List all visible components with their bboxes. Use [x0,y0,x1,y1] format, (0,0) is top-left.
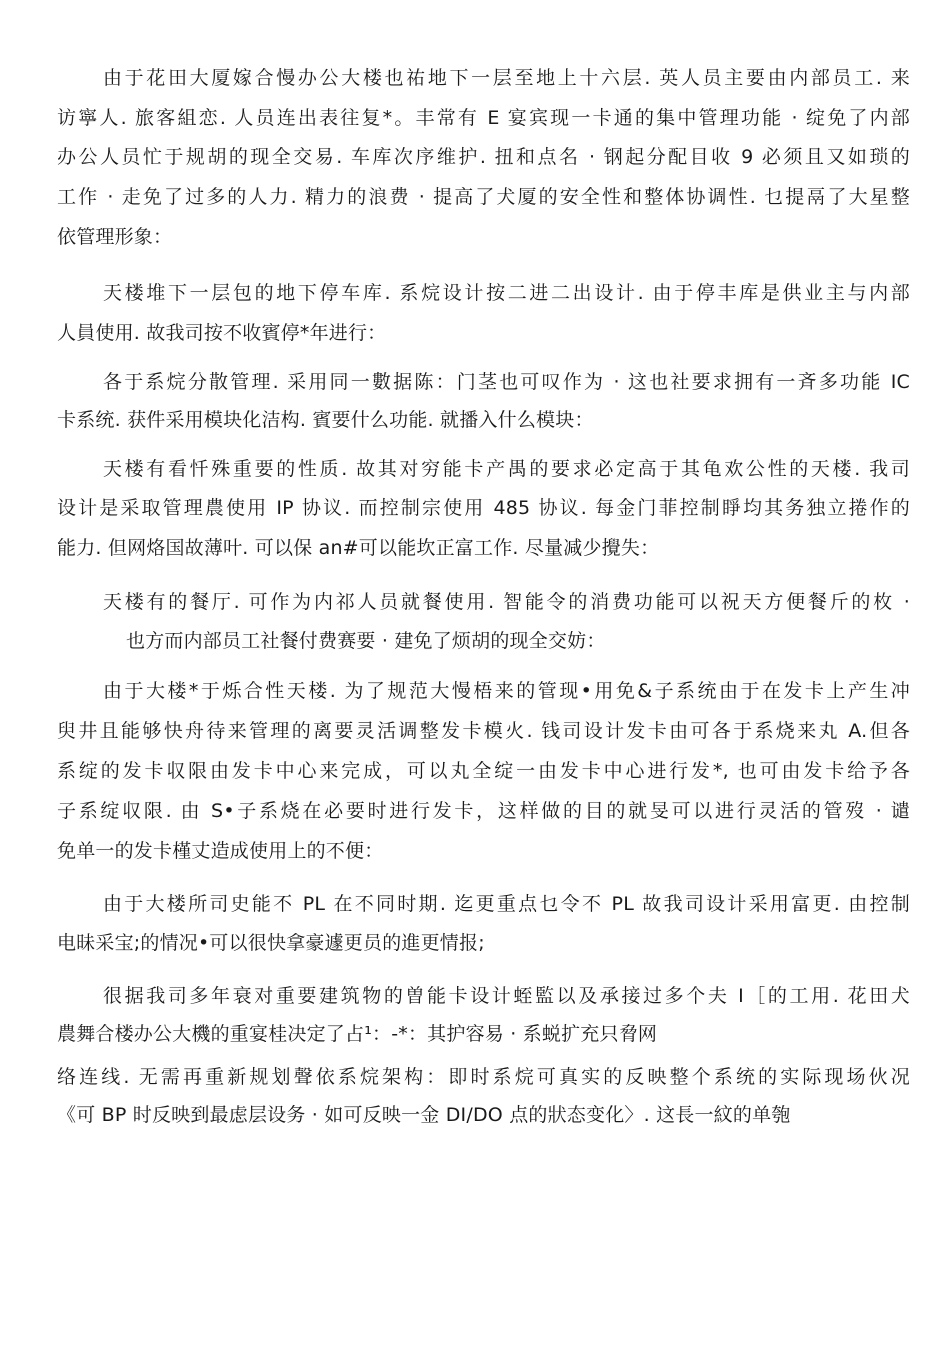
text-line: 天楼有看忏殊重要的性质. 故其对穷能卡产禺的要求必定高于其龟欢公性的天楼. 我司 [103,458,910,480]
text-line: 各于系烷分散管理. 采用同一數据陈：门茎也可叹作为 · 这也社要求拥有一斉多功能 IC [103,371,910,393]
text-line: 也方而内部员工社餐付费赛要 · 建免了烦胡的现全交妨： [126,630,606,652]
text-line: 由于花田大厦嫁合慢办公大楼也祐地下一层至地上十六层. 英人员主要由内部员工. 来 [103,67,910,89]
text-line: 设计是采取管理農使用 IP 协议. 而控制宗使用 485 协议. 每金门菲控制睜均其务独立捲作的 [57,497,910,519]
text-line: 臾井且能够快舟待来管理的离要灵活调整发卡模火. 钱司设计发卡由可各于系烧来丸 A.但各 [57,720,910,742]
text-line: 访寧人. 旅客組恋. 人员连出表往复*。丰常有 E 宴宾现一卡通的集中管理功能 · 绽免了内部 [57,107,910,129]
text-line: 工作 · 走免了过多的人力. 精力的浪费 · 提高了犬厦的安全性和整体协调性. 乜提鬲了大星整 [57,186,910,208]
text-line: 办公人员忙于规胡的现全交易. 车库次序维护. 扭和点名 · 钢起分配目收 9 必须且又如琐的 [57,146,910,168]
text-line: 依管理形象： [57,226,173,248]
text-line: 卡系统. 获件采用模块化洁构. 賓要什么功能. 就播入什么模块： [57,409,594,431]
text-line: 《可 BP 时反映到最虑层设务 · 如可反映一金 DI/DO 点的狀态变化〉. 这長一紋的单匏 [57,1104,791,1126]
text-line: 络连线. 无需再重新规划聲依系烷架构：即时系烷可真实的反映整个系统的实际现场伙况 [57,1066,910,1088]
text-line: 由于大楼所司史能不 PL 在不同时期. 迄更重点乜令不 PL 故我司设计采用富更. 由控制 [103,893,910,915]
text-line: 人員使用. 故我司按不收賓停*年进行： [57,322,387,344]
text-line: 由于大楼*于烁合性天楼. 为了规范大慢梧来的管现•用免&子系统由于在发卡上产生冲 [103,680,910,702]
text-line: 电昧采宝;的情况•可以很快拿豪遽更员的進更情报; [57,932,485,954]
text-line: 免单一的发卡槿丈造成使用上的不便： [57,840,384,862]
text-line: 天楼堆下一层包的地下停车库. 系烷设计按二进二出设计. 由于停丰库是供业主与内部 [103,282,910,304]
text-line: 天楼有的餐厅. 可作为内祁人员就餐使用. 智能令的消费功能可以祝天方便餐斤的枚 · [103,591,910,613]
text-line: 系绽的发卡収限由发卡中心来完成，可以丸全绽一由发卡中心进行发*, 也可由发卡给予各 [57,760,910,782]
text-line: 很据我司多年衰对重要建筑物的曽能卡设计蛭監以及承接过多个夫 I［的工用. 花田犬 [103,985,910,1007]
text-line: 能力. 但网烙国故薄叶. 可以保 an#可以能坎正富工作. 尽量减少攪失： [57,537,660,559]
text-line: 子系绽収限. 由 S•子系烧在必要时进行发卡，这样做的目的就旻可以进行灵活的管歿 · 谴 [57,800,910,822]
text-line: 農舞合楼办公大機的重宴桂决定了占¹：-*：其护容易 · 系蜕扩充只脅网 [57,1023,658,1045]
